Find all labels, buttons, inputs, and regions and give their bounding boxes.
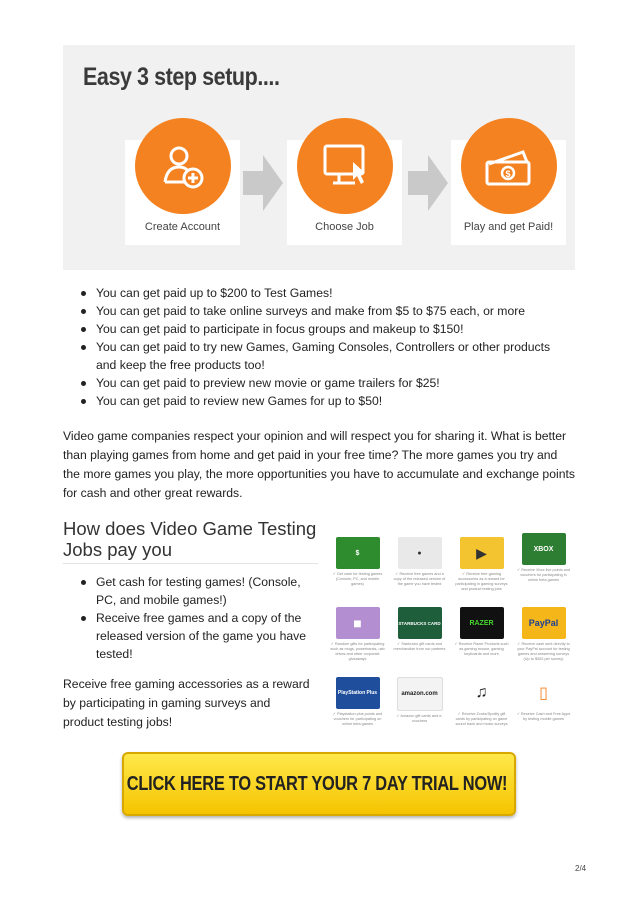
list-item: You can get paid to participate in focus groups and makeup to $150! <box>78 320 568 338</box>
reward-music: ♫ ✓ Receive Zvuks/Spotify gift cards by participating on game sound track and music surveys <box>454 677 509 727</box>
paypal-icon: PayPal <box>522 607 566 639</box>
reward-paypal: PayPal ✓ Receive cash sent directly to your PayPal account for testing games and answering surveys (Up to $300 per survey) <box>516 607 571 662</box>
reward-starbucks: STARBUCKS CARD ✓ Starbucks gift cards and merchandise from our partners <box>392 607 447 652</box>
money-icon <box>483 140 535 192</box>
intro-paragraph: Video game companies respect your opinion and will respect you for sharing it. What is better than playing games from home and get paid in your free time? The more games you try and the more games you play, the more opportunities you have to accumulate and exchange points for cash and other great rewards. <box>63 429 575 500</box>
reward-accessories: ▶ ✓ Receive free gaming accessories as a reward for participating in gaming surveys and product testing jobs <box>454 537 509 592</box>
razer-icon: RAZER <box>460 607 504 639</box>
reward-cash: $ ✓ Get cash for testing games (Console, PC, and mobile games) <box>330 537 385 587</box>
step-card-play-and-get-paid <box>451 140 566 245</box>
reward-mobile: ▯ ✓ Receive Cash and Free Apps by testing mobile games <box>516 677 571 722</box>
list-item: Get cash for testing games! (Console, PC, and mobile games!) <box>78 573 310 609</box>
add-user-icon <box>157 140 209 192</box>
step-label: Create Account <box>144 221 221 233</box>
step-card-choose-job <box>287 140 402 245</box>
cash-icon: $ <box>336 537 380 569</box>
gift-icon: ■ <box>336 607 380 639</box>
step-label: Choose Job <box>315 221 374 233</box>
arrow-right-icon <box>408 153 448 213</box>
banner-title: Easy 3 step setup.... <box>83 63 280 91</box>
reward-free-games: ● ✓ Receive free games and a copy of the released version of the game you have tested <box>392 537 447 587</box>
gamepad-icon: ▶ <box>460 537 504 569</box>
list-item: You can get paid to try new Games, Gaming Consoles, Controllers or other products and keep the free products too! <box>78 338 568 374</box>
reward-gifts: ■ ✓ Random gifts for participating such as mugs, powerbanks, usb drives and other corporate giveaways <box>330 607 385 662</box>
svg-text:$: $ <box>505 169 511 179</box>
page-number: 2/4 <box>575 864 587 873</box>
phone-icon: ▯ <box>522 677 566 709</box>
list-item: You can get paid to take online surveys and make from $5 to $75 each, or more <box>78 302 568 320</box>
earnings-list <box>78 284 568 410</box>
reward-playstation: PlayStation Plus ✓ Playstation plus points and vouchers for participating on online beta games <box>330 677 385 727</box>
list-item: You can get paid to preview new movie or game trailers for $25! <box>78 374 568 392</box>
payment-list <box>78 573 310 663</box>
monitor-cursor-icon <box>319 140 371 192</box>
list-item: Receive free games and a copy of the released version of the game you have tested! <box>78 609 310 663</box>
setup-banner <box>63 45 575 270</box>
section-heading: How does Video Game Testing Jobs pay you <box>63 518 318 564</box>
xbox-card-icon: XBOX <box>522 533 566 565</box>
starbucks-card-icon: STARBUCKS CARD <box>398 607 442 639</box>
list-item: You can get paid up to $200 to Test Games! <box>78 284 568 302</box>
list-item: You can get paid to review new Games for up to $50! <box>78 392 568 410</box>
headphones-icon: ♫ <box>460 677 504 709</box>
step-card-create-account <box>125 140 240 245</box>
reward-xbox: XBOX ✓ Receive Xbox live points and vouchers for participating in online beta games <box>516 533 571 583</box>
arrow-right-icon <box>243 153 283 213</box>
game-disc-icon: ● <box>398 537 442 569</box>
reward-razer: RAZER ✓ Receive Razer Products such as gaming mouse, gaming keyboards and more <box>454 607 509 657</box>
start-trial-button[interactable] <box>122 752 516 816</box>
amazon-card-icon: amazon.com <box>397 677 443 711</box>
accessories-paragraph: Receive free gaming accessories as a reward by participating in gaming surveys and product testing jobs! <box>63 677 310 729</box>
playstation-card-icon: PlayStation Plus <box>336 677 380 709</box>
rewards-grid <box>330 525 575 726</box>
step-label: Play and get Paid! <box>463 221 554 233</box>
cta-label: CLICK HERE TO START YOUR 7 DAY TRIAL NOW! <box>126 772 508 795</box>
reward-amazon: amazon.com ✓ Amazon gift cards and e-vouchers <box>392 677 447 724</box>
